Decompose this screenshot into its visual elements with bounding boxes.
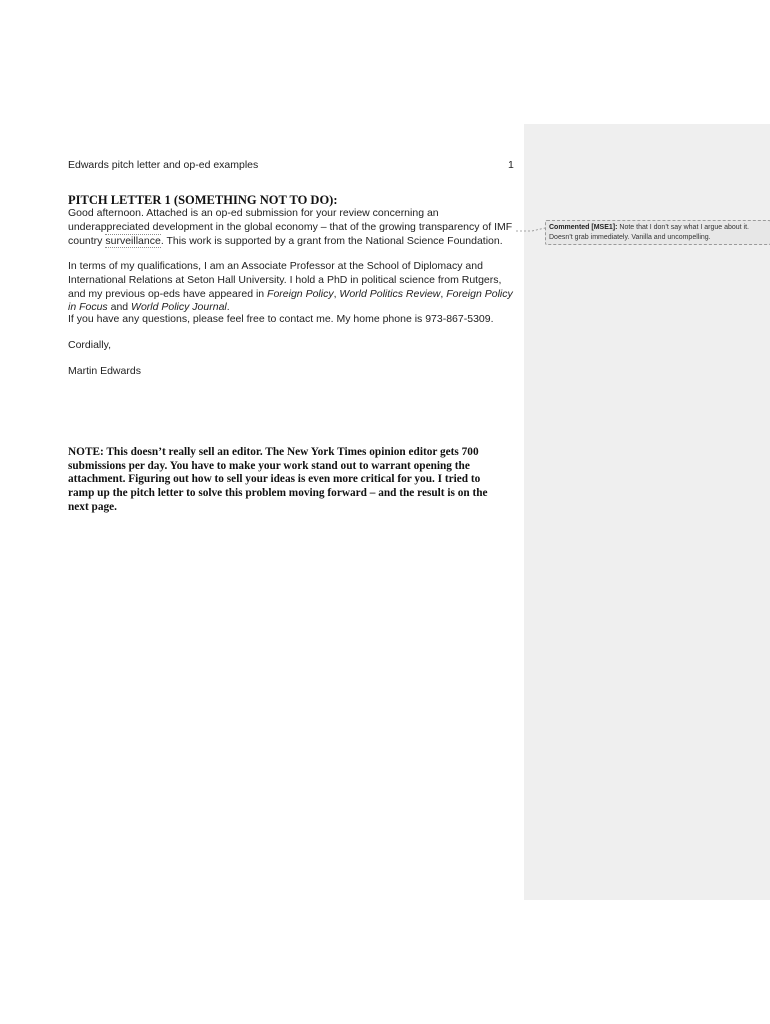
closing-salutation: Cordially, [68, 339, 111, 351]
signature-name: Martin Edwards [68, 365, 141, 377]
comment-balloon[interactable] [545, 220, 770, 245]
comment-label: Commented [MSE1]: [549, 224, 618, 231]
comment-text: Note that I don’t say what I argue about it. Doesn’t grab immediately. Vanilla and uncompelling. [549, 224, 749, 241]
paragraph-intro: Good afternoon. Attached is an op-ed submission for your review concerning an underappreciated development in the global economy – that of the growing transparency of IMF country surveillance. This work is supported by a grant from the National Science Foundation. [68, 207, 513, 247]
note-paragraph: NOTE: This doesn’t really sell an editor. The New York Times opinion editor gets 700 submissions per day. You have to make your work stand out to warrant opening the attachment. Figuring out how to sell your ideas is even more critical for you. I tried to ramp up the pitch letter to solve this problem moving forward – and the result is on the next page. [68, 446, 488, 513]
page-header: Edwards pitch letter and op-ed examples [68, 159, 259, 171]
paragraph-contact: If you have any questions, please feel free to contact me. My home phone is 973-867-5309. [68, 313, 494, 325]
section-heading: PITCH LETTER 1 (SOMETHING NOT TO DO): [68, 193, 338, 207]
paragraph-qualifications: In terms of my qualifications, I am an Associate Professor at the School of Diplomacy and International Relations at Seton Hall University. I hold a PhD in political science from Rutgers, and my previous op-eds have appeared in Foreign Policy, World Politics Review, Foreign Policy in Focus and World Policy Journal. [68, 260, 513, 314]
commented-text-highlight[interactable]: surveillance [105, 234, 161, 247]
page-number: 1 [508, 159, 514, 171]
